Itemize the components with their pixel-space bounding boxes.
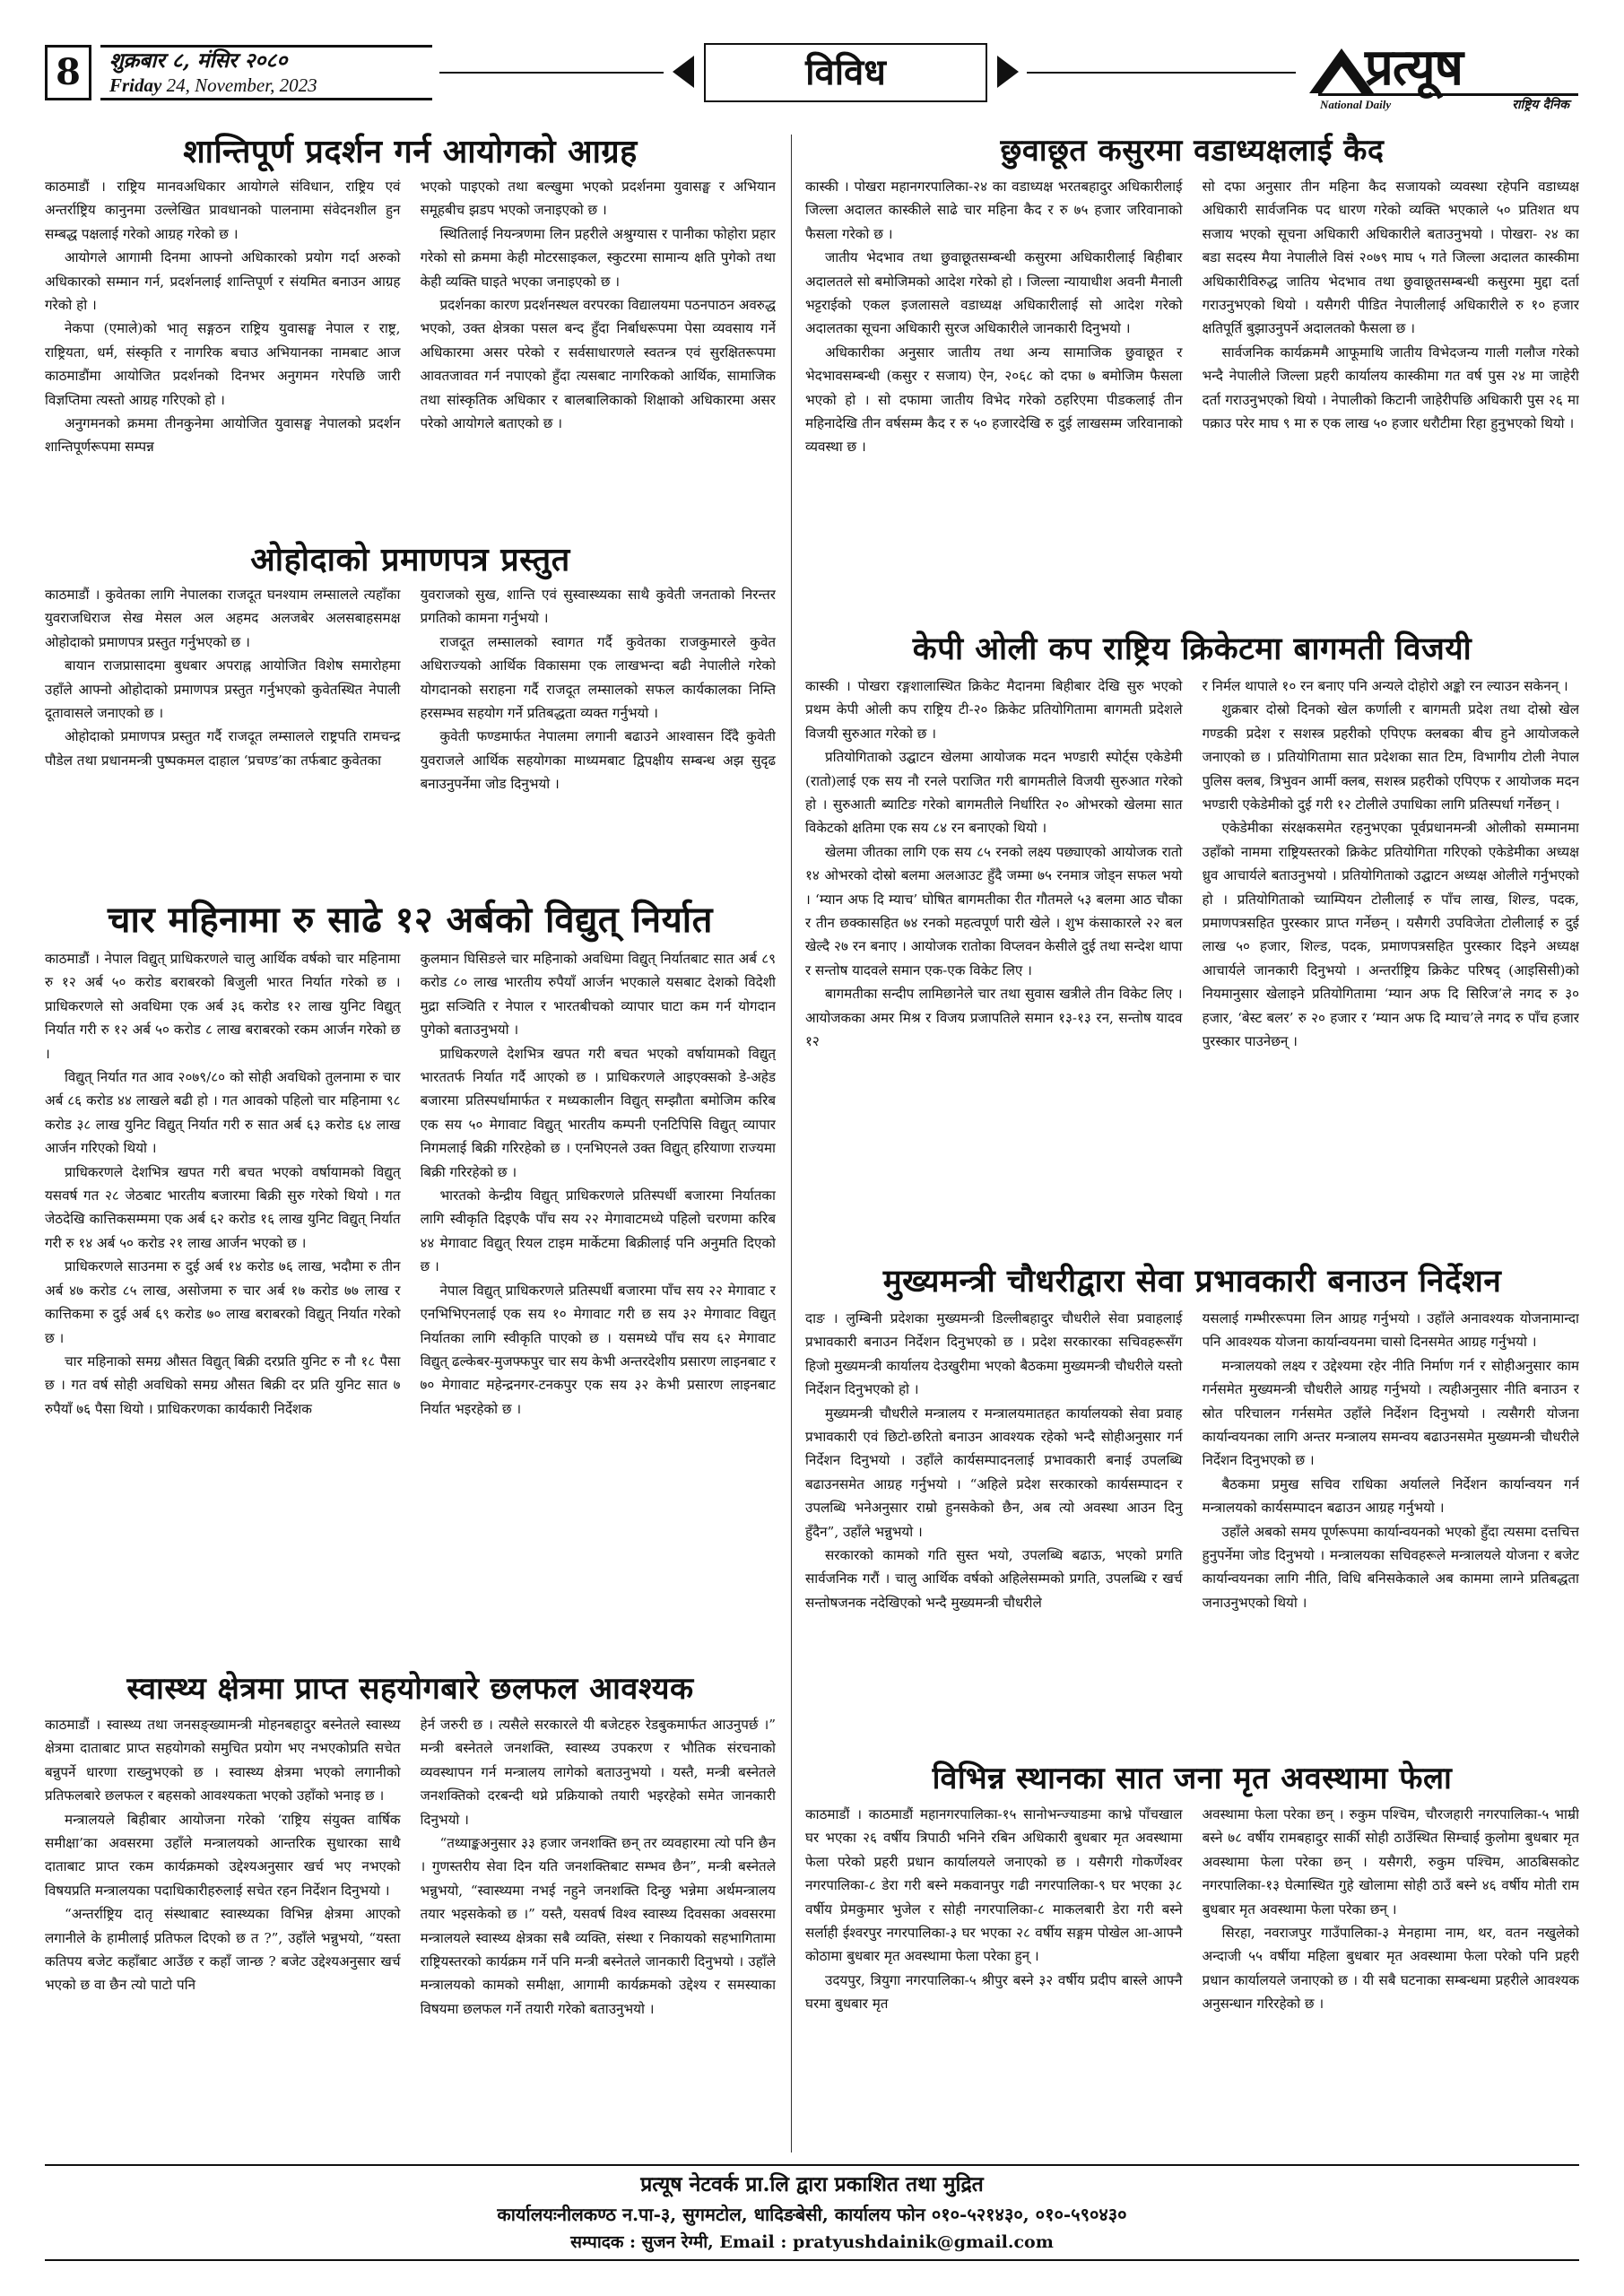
article-column: [421, 583, 777, 890]
article-headline: विभिन्न स्थानका सात जना मृत अवस्थामा फेला: [932, 1761, 1453, 1796]
paragraph: मन्त्रालयले बिहीबार आयोजना गरेको ‘राष्ट्रिय संयुक्त वार्षिक समीक्षा’का अवसरमा उहाँले मन्त्रालयको आन्तरिक सुधारका साथै दाताबाट प्राप्त रकम कार्यक्रमको उद्देश्यअनुसार खर्च भए नभएको विषयप्रति मन्त्रालयका पदाधिकारीहरुलाई सचेत रहन निर्देशन दिनुभयो ।: [45, 1811, 401, 1899]
editor-contact: सम्पादक : सुजन रेग्मी, Email : pratyushdainik@gmail.com: [570, 2232, 1054, 2252]
paragraph: एकेडेमीका संरक्षकसमेत रहनुभएका पूर्वप्रधानमन्त्री ओलीको सम्मानमा उहाँको नाममा राष्ट्रियस्तरको क्रिकेट प्रतियोगिता गरिएको एकेडेमीका अध्यक्ष ध्रुव आचार्यले बताउनुभयो । प्रतियोगिताको उद्घाटन अध्यक्ष ओलीले गर्नुभएको हो । प्रतियोगिताको च्याम्पियन टोलीलाई रु पाँच लाख, शिल्ड, पदक, प्रमाणपत्रसहित पुरस्कार प्राप्त गर्नेछन् । यसैगरी उपविजेता टोलीलाई रु दुई लाख ५० हजार, शिल्ड, पदक, प्रमाणपत्रसहित पुरस्कार दिइने अध्यक्ष आचार्यले जानकारी दिनुभयो । अन्तर्राष्ट्रिय क्रिकेट परिषद् (आइसिसी)को नियमानुसार खेलाइने प्रतियोगितामा ‘म्यान अफ दि सिरिज’ले नगद रु ३० हजार, ‘बेस्ट बलर’ रु २० हजार र ‘म्यान अफ दि म्याच’ले नगद रु पाँच हजार पुरस्कार पाउनेछन् ।: [1202, 820, 1579, 1050]
article-health-sector: [45, 1668, 776, 2152]
article-body: [805, 674, 1579, 1266]
paragraph: सरकारको कामको गति सुस्त भयो, उपलब्धि बढाऊ, भएको प्रगति सार्वजनिक गरौं । चालु आर्थिक वर्षको अहिलेसम्मको प्रगति, उपलब्धि र खर्च सन्तोषजनक नदेखिएको भन्दै मुख्यमन्त्री चौधरीले: [805, 1547, 1183, 1611]
paragraph: बागमतीका सन्दीप लामिछानेले चार तथा सुवास खत्रीले तीन विकेट लिए । आयोजकका अमर मिश्र र विजय प्रजापतिले समान १३-१३ रन, सन्तोष यादव १२: [805, 986, 1183, 1050]
paragraph: प्राधिकरणले देशभित्र खपत गरी बचत भएको वर्षायामको विद्युत् यसवर्ष गत २८ जेठबाट भारतीय बजारमा बिक्री सुरु गरेको थियो । गत जेठदेखि कात्तिकसम्ममा एक अर्ब ६२ करोड १६ लाख युनिट विद्युत् निर्यात गरी रु १४ अर्ब ५० करोड २१ लाख आर्जन भएको छ ।: [45, 1163, 401, 1251]
paragraph: प्रदर्शनका कारण प्रदर्शनस्थल वरपरका विद्यालयमा पठनपाठन अवरुद्ध भएको, उक्त क्षेत्रका पसल बन्द हुँदा निर्बाधरूपमा पेसा व्यवसाय गर्ने अधिकारमा असर परेको र सर्वसाधारणले स्वतन्त्र एवं सुरक्षितरूपमा आवतजावत गर्न नपाएको हुँदा त्यसबाट नागरिकको आर्थिक, सामाजिक तथा सांस्कृतिक अधिकार र बालबालिकाको शिक्षाको अधिकारमा असर परेको आयोगले बताएको छ ।: [420, 297, 776, 432]
article-body: [805, 1803, 1579, 2152]
article-seven-found-dead: [805, 1758, 1579, 2152]
masthead-logo: [1309, 36, 1578, 115]
article-column: [421, 947, 777, 1681]
date-block: [100, 45, 432, 100]
paragraph: सार्वजनिक कार्यक्रममै आफूमाथि जातीय विभेदजन्य गाली गलौज गरेको भन्दै नेपालीले जिल्ला प्रहरी कार्यालय कास्कीमा गत वर्ष पुस २४ मा जाहेरी दर्ता गराउनुभएको थियो । नेपालीको किटानी जाहेरीपछि अधिकारी पुस २६ मा पक्राउ परेर माघ ९ मा रु एक लाख ५० हजार धरौटीमा रिहा हुनुभएको थियो ।: [1202, 344, 1579, 432]
article-column: [1203, 175, 1580, 625]
paragraph: नेपाल विद्युत् प्राधिकरणले प्रतिस्पर्धी बजारमा पाँच सय २२ मेगावाट र एनभिभिएनलाई एक सय १० मेगावाट गरी छ सय ३२ मेगावाट विद्युत् निर्यातका लागि स्वीकृति पाएको छ । यसमध्ये पाँच सय ६२ मेगावाट विद्युत् ढल्केबर-मुजफ्फपुर चार सय केभी अन्तरदेशीय प्रसारण लाइनबाट र ७० मेगावाट महेन्द्रनगर-टनकपुर एक सय ३२ केभी प्रसारण लाइनबाट निर्यात भइरहेको छ ।: [420, 1282, 776, 1417]
paragraph: भएको पाइएको तथा बल्खुमा भएको प्रदर्शनमा युवासङ्घ र अभियान समूहबीच झडप भएको जनाइएको छ ।: [420, 178, 776, 219]
paragraph: अनुगमनको क्रममा तीनकुनेमा आयोजित युवासङ्घ नेपालको प्रदर्शन शान्तिपूर्णरूपमा सम्पन्न: [45, 415, 401, 456]
article-column: [421, 1713, 777, 2152]
paragraph: उदयपुर, त्रियुगा नगरपालिका-५ श्रीपुर बस्ने ३२ वर्षीय प्रदीप बास्ले आफ्नै घरमा बुधबार मृत: [805, 1971, 1183, 2013]
date-nepali: शुक्रबार ८, मंसिर २०८०: [109, 48, 288, 73]
paragraph: भारतको केन्द्रीय विद्युत् प्राधिकरणले प्रतिस्पर्धी बजारमा निर्यातका लागि स्वीकृति दिइएकै पाँच सय २२ मेगावाटमध्ये पहिलो चरणमा करिब ४४ मेगावाट विद्युत् रियल टाइम मार्केटमा बिक्रीलाई पनि अनुमति दिएको छ ।: [420, 1187, 776, 1275]
paragraph: सिरहा, नवराजपुर गाउँपालिका-३ मेनहामा नाम, थर, वतन नखुलेको अन्दाजी ५५ वर्षीया महिला बुधबार मृत अवस्थामा फेला परेको पनि प्रहरी प्रधान कार्यालयले जनाएको छ । यी सबै घटनाका सम्बन्धमा प्रहरीले आवश्यक अनुसन्धान गरिरहेको छ ।: [1202, 1925, 1579, 2013]
article-chief-minister: [805, 1260, 1579, 1755]
article-headline: चार महिनामा रु साढे १२ अर्बको विद्युत् निर्यात: [108, 899, 713, 941]
paragraph: कुलमान घिसिङले चार महिनाको अवधिमा विद्युत् निर्यातबाट सात अर्ब ८९ करोड ८० लाख भारतीय रुपैयाँ आर्जन भएकाले यसबाट देशको विदेशी मुद्रा सञ्चिति र नेपाल र भारतबीचको व्यापार घाटा कम गर्न योगदान पुगेको बताउनुभयो ।: [420, 951, 776, 1039]
page-header: [45, 36, 1579, 121]
article-headline: मुख्यमन्त्री चौधरीद्वारा सेवा प्रभावकारी बनाउन निर्देशन: [882, 1263, 1502, 1300]
paragraph: अवस्थामा फेला परेका छन् । रुकुम पश्चिम, चौरजहारी नगरपालिका-५ भाम्री बस्ने ७८ वर्षीय रामबहादुर सार्की सोही ठाउँस्थित सिम्चाई कुलोमा बुधबार मृत अवस्थामा फेला परेका छन् । यसैगरी, रुकुम पश्चिम, आठबिसकोट नगरपालिका-१३ घेत्मास्थित गुहे खोलामा सोही ठाउँ बस्ने ४६ वर्षीय मोती राम बुधबार मृत अवस्थामा फेला परेका छन् ।: [1202, 1806, 1579, 1918]
article-column: [805, 1803, 1183, 2152]
section-title: विविध: [704, 43, 987, 102]
paragraph: उहाँले अबको समय पूर्णरूपमा कार्यान्वयनको भएको हुँदा त्यसमा दत्तचित्त हुनुपर्नेमा जोड दिनुभयो । मन्त्रालयका सचिवहरूले मन्त्रालयले योजना र बजेट कार्यान्वयनका लागि नीति, विधि बनिसकेकाले अब काममा लाग्ने प्रतिबद्धता जनाउनुभएको थियो ।: [1202, 1523, 1579, 1611]
arrow-right-icon: [997, 56, 1019, 88]
article-body: [45, 1713, 776, 2152]
date-english: [109, 74, 432, 96]
paragraph: काठमाडौं । काठमाडौं महानगरपालिका-१५ सानोभन्ज्याङमा काभ्रे पाँचखाल घर भएका २६ वर्षीय त्रिपाठी भनिने रबिन अधिकारी बुधबार मृत अवस्थामा फेला परेको प्रहरी प्रधान कार्यालयले जनाएको छ । यसैगरी गोकर्णेश्वर नगरपालिका-८ डेरा गरी बस्ने मकवानपुर गढी नगरपालिका-९ घर भएका ३८ वर्षीय प्रेमकुमार भुजेल र सोही नगरपालिका-८ माकलबारी डेरा गरी बस्ने सर्लाही ईश्वरपुर नगरपालिका-३ घर भएका २८ वर्षीय सङ्गम पोखेल आ-आफ्नै कोठामा बुधबार मृत अवस्थामा फेला परेका हुन् ।: [805, 1806, 1183, 1965]
article-column: [45, 1713, 401, 2152]
article-column: [45, 175, 401, 530]
article-body: [805, 1307, 1579, 1755]
article-headline: छुवाछूत कसुरमा वडाध्यक्षलाई कैद: [1000, 133, 1385, 169]
article-electricity-export: [45, 897, 776, 1681]
paragraph: बायान राजप्रासादमा बुधबार अपराह्न आयोजित विशेष समारोहमा उहाँले आफ्नो ओहोदाको प्रमाणपत्र प्रस्तुत गर्नुभएको कुवेतस्थित नेपाली दूतावासले जनाएको छ ।: [45, 657, 401, 722]
paragraph: ओहोदाको प्रमाणपत्र प्रस्तुत गर्दै राजदूत लम्सालले राष्ट्रपति रामचन्द्र पौडेल तथा प्रधानमन्त्री पुष्पकमल दाहाल ‘प्रचण्ड’का तर्फबाट कुवेतका: [45, 728, 401, 769]
article-untouchability-verdict: [805, 130, 1579, 625]
page-number: 8: [45, 45, 91, 100]
article-credentials: [45, 538, 776, 890]
header-rule-right: [1027, 72, 1296, 74]
paragraph: काठमाडौं । नेपाल विद्युत् प्राधिकरणले चालु आर्थिक वर्षको चार महिनामा रु १२ अर्ब ५० करोड बराबरको बिजुली भारत निर्यात गरेको छ । प्राधिकरणले सो अवधिमा एक अर्ब ३६ करोड १२ लाख युनिट विद्युत् निर्यात गरी रु १२ अर्ब ५० करोड ८ लाख बराबरको रकम आर्जन गरेको छ ।: [45, 951, 401, 1062]
paragraph: हेर्न जरुरी छ । त्यसैले सरकारले यी बजेटहरु रेडबुकमार्फत आउनुपर्छ ।” मन्त्री बस्नेतले जनशक्ति, स्वास्थ्य उपकरण र भौतिक संरचनाको व्यवस्थापन गर्न मन्त्रालय लागेको बताउनुभयो । यस्तै, मन्त्री बस्नेतले जनशक्तिको दरबन्दी थप्ने प्रक्रियाको तयारी भइरहेको समेत जानकारी दिनुभयो ।: [420, 1717, 776, 1828]
article-headline: केपी ओली कप राष्ट्रिय क्रिकेटमा बागमती विजयी: [912, 631, 1472, 667]
article-body: [805, 175, 1579, 625]
paragraph: कास्की । पोखरा महानगरपालिका-२४ का वडाध्यक्ष भरतबहादुर अधिकारीलाई जिल्ला अदालत कास्कीले साढे चार महिना कैद र रु ७५ हजार जरिवानाको फैसला गरेको छ ।: [805, 178, 1183, 242]
paragraph: प्राधिकरणले देशभित्र खपत गरी बचत भएको वर्षायामको विद्युत् भारततर्फ निर्यात गर्दै आएको छ । प्राधिकरणले आइएक्सको डे-अहेड बजारमा प्रतिस्पर्धामार्फत र मध्यकालीन विद्युत् सम्झौता बमोजिम करिब एक सय ५० मेगावाट विद्युत् भारतीय कम्पनी एनटिपिसि विद्युत् व्यापार निगमलाई बिक्री गरिरहेको छ । एनभिएनले उक्त विद्युत् हरियाणा राज्यमा बिक्री गरिरहेको छ ।: [420, 1045, 776, 1180]
paragraph: मन्त्रालयको लक्ष्य र उद्देश्यमा रहेर नीति निर्माण गर्न र सोहीअनुसार काम गर्नसमेत मुख्यमन्त्री चौधरीले आग्रह गर्नुभयो । त्यहीअनुसार नीति बनाउन र स्रोत परिचालन गर्नसमेत उहाँले निर्देशन दिनुभयो । त्यसैगरी योजना कार्यान्वयनका लागि अन्तर मन्त्रालय समन्वय बढाउनसमेत मुख्यमन्त्री चौधरीले निर्देशन दिनुभएको छ ।: [1202, 1357, 1579, 1469]
article-column: [1203, 674, 1580, 1266]
article-column: [805, 1307, 1183, 1755]
paragraph: सो दफा अनुसार तीन महिना कैद सजायको व्यवस्था रहेपनि वडाध्यक्ष अधिकारी सार्वजनिक पद धारण गरेको व्यक्ति भएकाले ५० प्रतिशत थप सजाय भएको सूचना अधिकारी अधिकारीले बताउनुभयो । पोखरा- २४ का बडा सदस्य मैया नेपालीले विसं २०७९ माघ ५ गते जिल्ला अदालत कास्कीमा अधिकारीविरुद्ध जातिय भेदभाव तथा छुवाछूतसम्बन्धी कसुरमा मुद्दा दर्ता गराउनुभएको थियो । यसैगरी पीडित नेपालीलाई अधिकारीले रु १० हजार क्षतिपूर्ति बुझाउनुपर्ने अदालतको फैसला छ ।: [1202, 178, 1579, 337]
paragraph: बैठकमा प्रमुख सचिव राधिका अर्यालले निर्देशन कार्यान्वयन गर्न मन्त्रालयको कार्यसम्पादन बढाउन आग्रह गर्नुभयो ।: [1202, 1475, 1579, 1517]
page-footer: [45, 2164, 1579, 2261]
paragraph: विद्युत् निर्यात गत आव २०७९/८० को सोही अवधिको तुलनामा रु चार अर्ब ८६ करोड ४४ लाखले बढी हो । गत आवको पहिलो चार महिनामा ९८ करोड ३८ लाख युनिट विद्युत् निर्यात गरी रु सात अर्ब ६३ करोड ६४ लाख आर्जन गरिएको थियो ।: [45, 1069, 401, 1157]
header-rule-left: [439, 72, 664, 74]
paragraph: चार महिनाको समग्र औसत विद्युत् बिक्री दरप्रति युनिट रु नौ १८ पैसा छ । गत वर्ष सोही अवधिको समग्र औसत बिक्री दर प्रति युनिट सात ७ रुपैयाँ ७६ पैसा थियो । प्राधिकरणका कार्यकारी निर्देशक: [45, 1352, 401, 1417]
logo-wordmark: प्रत्यूष: [1365, 38, 1463, 97]
paragraph: आयोगले आगामी दिनमा आफ्नो अधिकारको प्रयोग गर्दा अरुको अधिकारको सम्मान गर्न, प्रदर्शनलाई शान्तिपूर्ण र संयमित बनाउन आग्रह गरेको हो ।: [45, 249, 401, 314]
paragraph: कास्की । पोखरा रङ्गशालास्थित क्रिकेट मैदानमा बिहीबार देखि सुरु भएको प्रथम केपी ओली कप राष्ट्रिय टी-२० क्रिकेट प्रतियोगितामा बागमती प्रदेशले विजयी सुरुआत गरेको छ ।: [805, 678, 1183, 742]
article-body: [45, 175, 776, 530]
paragraph: “अन्तर्राष्ट्रिय दातृ संस्थाबाट स्वास्थ्यका विभिन्न क्षेत्रमा आएको लगानीले के हामीलाई प्रतिफल दिएको छ त ?”, उहाँले भन्नुभयो, “यस्ता कतिपय बजेट कहाँबाट आउँछ र कहाँ जान्छ ? बजेट उद्देश्यअनुसार खर्च भएको छ वा छैन त्यो पाटो पनि: [45, 1906, 401, 1994]
logo-tagline: [1318, 93, 1578, 111]
article-column: [45, 947, 401, 1681]
paragraph: अधिकारीका अनुसार जातीय तथा अन्य सामाजिक छुवाछूत र भेदभावसम्बन्धी (कसुर र सजाय) ऐन, २०६८ को दफा ७ बमोजिम फैसला भएको हो । सो दफामा जातीय विभेद गरेको ठहरिएमा पीडकलाई तीन महिनादेखि तीन वर्षसम्म कैद र रु ५० हजारदेखि रु दुई लाखसम्म जरिवानाको व्यवस्था छ ।: [805, 344, 1183, 456]
article-column: [45, 583, 401, 890]
paragraph: प्रतियोगिताको उद्घाटन खेलमा आयोजक मदन भण्डारी स्पोर्ट्स एकेडेमी (रातो)लाई एक सय नौ रनले पराजित गरी बागमतीले विजयी सुरुआत गरेको हो । सुरुआती ब्याटिङ गरेको बागमतीले निर्धारित २० ओभरको खेलमा सात विकेटको क्षतिमा एक सय ८४ रन बनाएको थियो ।: [805, 749, 1183, 837]
article-body: [45, 583, 776, 890]
paragraph: स्थितिलाई नियन्त्रणमा लिन प्रहरीले अश्रुग्यास र पानीका फोहोरा प्रहार गरेको सो क्रममा केही मोटरसाइकल, स्कुटरमा सामान्य क्षति पुगेको तथा केही व्यक्ति घाइते भएका जनाइएको छ ।: [420, 225, 776, 290]
mountain-icon-inner: [1322, 66, 1361, 93]
date-weekday: Friday: [109, 74, 162, 96]
article-headline: स्वास्थ्य क्षेत्रमा प्राप्त सहयोगबारे छलफल आवश्यक: [126, 1671, 694, 1707]
paragraph: जातीय भेदभाव तथा छुवाछूतसम्बन्धी कसुरमा अधिकारीलाई बिहीबार अदालतले सो बमोजिमको आदेश गरेको हो । जिल्ला न्यायाधीश अवनी मैनाली भट्टराईको एकल इजलासले वडाध्यक्ष अधिकारीलाई सो आदेश गरेको अदालतका सूचना अधिकारी सुरज अधिकारीले जानकारी दिनुभयो ।: [805, 249, 1183, 337]
article-column: [805, 674, 1183, 1266]
article-column: [1203, 1307, 1580, 1755]
article-headline: शान्तिपूर्ण प्रदर्शन गर्न आयोगको आग्रह: [183, 133, 638, 170]
paragraph: खेलमा जीतका लागि एक सय ८५ रनको लक्ष्य पछ्याएको आयोजक रातो १४ ओभरको दोस्रो बलमा अलआउट हुँदै जम्मा ७५ रनमात्र जोड्न सफल भयो । ‘म्यान अफ दि म्याच’ घोषित बागमतीका रीत गौतमले ५३ बलमा आठ चौका र तीन छक्कासहित ७४ रनको महत्वपूर्ण पारी खेले । शुभ कंसाकारले २२ बल खेल्दै २७ रन बनाए । आयोजक रातोका विप्लवन केसीले दुई तथा सन्देश थापा र सन्तोष यादवले समान एक-एक विकेट लिए ।: [805, 843, 1183, 978]
paragraph: राजदूत लम्सालको स्वागत गर्दै कुवेतका राजकुमारले कुवेत अधिराज्यको आर्थिक विकासमा एक लाखभन्दा बढी नेपालीले गरेको योगदानको सराहना गर्दै राजदूत लम्सालको सफल कार्यकालका निम्ति हरसम्भव सहयोग गर्ने प्रतिबद्धता व्यक्त गर्नुभयो ।: [420, 633, 776, 722]
date-day-month-year: 24, November, 2023: [161, 74, 317, 96]
column-divider: [791, 135, 792, 2152]
article-headline: ओहोदाको प्रमाणपत्र प्रस्तुत: [250, 541, 570, 578]
paragraph: मुख्यमन्त्री चौधरीले मन्त्रालय र मन्त्रालयमातहत कार्यालयको सेवा प्रवाह प्रभावकारी एवं छिटो-छरितो बनाउन आवश्यक रहेको भन्दै सोहीअनुसार गर्न निर्देशन दिनुभयो । उहाँले कार्यसम्पादनलाई प्रभावकारी बनाई उपलब्धि बढाउनसमेत आग्रह गर्नुभयो । “अहिले प्रदेश सरकारको कार्यसम्पादन र उपलब्धि भनेअनुसार राम्रो हुनसकेको छैन, अब त्यो अवस्था आउन दिनु हुँदैन”, उहाँले भन्नुभयो ।: [805, 1405, 1183, 1540]
paragraph: काठमाडौं । स्वास्थ्य तथा जनसङ्ख्यामन्त्री मोहनबहादुर बस्नेतले स्वास्थ्य क्षेत्रमा दाताबाट प्राप्त सहयोगको समुचित प्रयोग भए नभएकोप्रति सचेत बन्नुपर्ने धारणा राख्नुभएको छ । स्वास्थ्य क्षेत्रमा भएको लगानीको प्रतिफलबारे छलफल र बहसको आवश्यकता भएको उहाँको भनाइ छ ।: [45, 1717, 401, 1805]
article-body: [45, 947, 776, 1681]
publisher-line: प्रत्यूष नेटवर्क प्रा.लि द्वारा प्रकाशित तथा मुद्रित: [640, 2172, 984, 2196]
paragraph: प्राधिकरणले साउनमा रु दुई अर्ब १४ करोड ७६ लाख, भदौमा रु तीन अर्ब ४७ करोड ८५ लाख, असोजमा रु चार अर्ब १७ करोड ७७ लाख र कात्तिकमा रु दुई अर्ब ६९ करोड ७० लाख बराबरको विद्युत् निर्यात गरेको छ ।: [45, 1258, 401, 1346]
article-peaceful-protest: [45, 130, 776, 530]
logo-tagline-en: National Daily: [1320, 98, 1392, 111]
paragraph: काठमाडौं । कुवेतका लागि नेपालका राजदूत घनश्याम लम्सालले त्यहाँका युवराजधिराज सेख मेसल अल अहमद अलजबेर अलसबाहसमक्ष ओहोदाको प्रमाणपत्र प्रस्तुत गर्नुभएको छ ।: [45, 587, 401, 650]
paragraph: दाङ । लुम्बिनी प्रदेशका मुख्यमन्त्री डिल्लीबहादुर चौधरीले सेवा प्रवाहलाई प्रभावकारी बनाउन निर्देशन दिनुभएको छ । प्रदेश सरकारका सचिवहरूसँग हिजो मुख्यमन्त्री कार्यालय देउखुरीमा भएको बैठकमा मुख्यमन्त्री चौधरीले यस्तो निर्देशन दिनुभएको हो ।: [805, 1310, 1183, 1398]
paragraph: “तथ्याङ्कअनुसार ३३ हजार जनशक्ति छन् तर व्यवहारमा त्यो पनि छैन । गुणस्तरीय सेवा दिन यति जनशक्तिबाट सम्भव छैन”, मन्त्री बस्नेतले भन्नुभयो, “स्वास्थ्यमा नभई नहुने जनशक्ति दिन्छु भन्नेमा अर्थमन्त्रालय तयार भइसकेको छ ।” यस्तै, यसवर्ष विश्व स्वास्थ्य दिवसका अवसरमा मन्त्रालयले स्वास्थ्य क्षेत्रका सबै व्यक्ति, संस्था र निकायको सहभागितामा राष्ट्रियस्तरको कार्यक्रम गर्ने पनि मन्त्री बस्नेतले जानकारी दिनुभयो । उहाँले मन्त्रालयको कामको समीक्षा, आगामी कार्यक्रमको उद्देश्य र समस्याका विषयमा छलफल गर्ने तयारी गरेको बताउनुभयो ।: [420, 1835, 776, 2017]
office-address: कार्यालयःनीलकण्ठ न.पा-३, सुगमटोल, धादिङबेसी, कार्यालय फोन ०१०-५२१४३०, ०१०-५९०४३०: [497, 2204, 1127, 2225]
article-column: [1203, 1803, 1580, 2152]
paragraph: कुवेती फण्डमार्फत नेपालमा लगानी बढाउने आश्वासन दिँदै कुवेती युवराजले आर्थिक सहयोगका माध्यमबाट द्विपक्षीय सम्बन्ध अझ सुदृढ बनाउनुपर्नेमा जोड दिनुभयो ।: [420, 728, 776, 793]
paragraph: काठमाडौं । राष्ट्रिय मानवअधिकार आयोगले संविधान, राष्ट्रिय एवं अन्तर्राष्ट्रिय कानुनमा उल्लेखित प्रावधानको पालनामा संवेदनशील हुन सम्बद्ध पक्षलाई गरेको आग्रह गरेको छ ।: [45, 178, 401, 242]
paragraph: यसलाई गम्भीररूपमा लिन आग्रह गर्नुभयो । उहाँले अनावश्यक योजनामान्दा पनि आवश्यक योजना कार्यान्वयनमा चासो दिनसमेत आग्रह गर्नुभयो ।: [1202, 1310, 1579, 1351]
paragraph: शुक्रबार दोस्रो दिनको खेल कर्णाली र बागमती प्रदेश तथा दोस्रो खेल गण्डकी प्रदेश र सशस्त्र प्रहरीको एपिएफ क्लबका बीच हुने आयोजकले जनाएको छ । प्रतियोगितामा सात प्रदेशका सात टिम, विभागीय टोली नेपाल पुलिस क्लब, त्रिभुवन आर्मी क्लब, सशस्त्र प्रहरीको एपिएफ र आयोजक मदन भण्डारी एकेडेमीको दुई गरी १२ टोलीले उपाधिका लागि प्रतिस्पर्धा गर्नेछन् ।: [1202, 701, 1579, 813]
paragraph: नेकपा (एमाले)को भातृ सङ्गठन राष्ट्रिय युवासङ्घ नेपाल र राष्ट्र, राष्ट्रियता, धर्म, संस्कृति र नागरिक बचाउ अभियानका नामबाट आज काठमाडौंमा आयोजित प्रदर्शनको दिनभर अनुगमन गरेपछि जारी विज्ञप्तिमा त्यस्तो आग्रह गरिएको हो ।: [45, 320, 401, 408]
logo-tagline-np: राष्ट्रिय दैनिक: [1512, 98, 1569, 112]
article-column: [805, 175, 1183, 625]
paragraph: युवराजको सुख, शान्ति एवं सुस्वास्थ्यका साथै कुवेती जनताको निरन्तर प्रगतिको कामना गर्नुभयो ।: [420, 587, 776, 627]
article-cricket-cup: [805, 628, 1579, 1266]
paragraph: र निर्मल थापाले १० रन बनाए पनि अन्यले दोहोरो अङ्को रन ल्याउन सकेनन् ।: [1202, 678, 1568, 694]
article-column: [421, 175, 777, 530]
arrow-left-icon: [673, 56, 694, 88]
